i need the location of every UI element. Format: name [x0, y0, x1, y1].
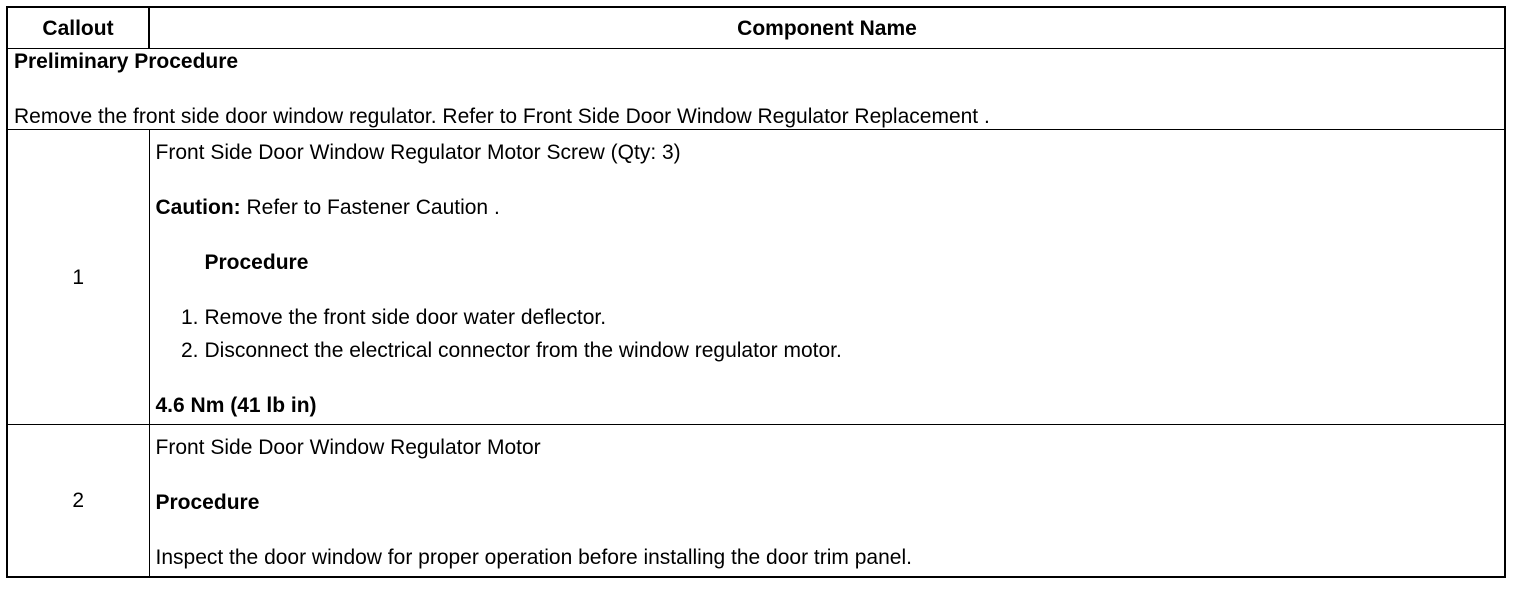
procedure-title: Procedure — [155, 491, 260, 514]
caution-label: Caution: — [155, 196, 241, 219]
procedure-text: Inspect the door window for proper operation before installing the door trim panel. — [155, 546, 912, 569]
caution-text: Refer to Fastener Caution . — [240, 196, 500, 219]
component-cell — [149, 425, 1505, 578]
procedure-title: Procedure — [204, 251, 309, 274]
component-name: Front Side Door Window Regulator Motor Screw (Qty: 3) — [155, 141, 681, 164]
step-text: Remove the front side door water deflector. — [204, 306, 607, 329]
header-component-name: Component Name — [149, 7, 1505, 49]
step-text: Disconnect the electrical connector from the window regulator motor. — [204, 339, 842, 362]
callout-cell: 1 — [7, 130, 149, 425]
step-number: 2. — [180, 339, 199, 362]
header-row — [7, 7, 1505, 49]
table-row — [7, 130, 1505, 425]
procedure-table — [6, 6, 1506, 578]
torque-spec: 4.6 Nm (41 lb in) — [155, 394, 317, 417]
callout-cell: 2 — [7, 425, 149, 578]
step-number: 1. — [180, 306, 199, 329]
preliminary-text: Remove the front side door window regulator. Refer to Front Side Door Window Regulator Replacement . — [14, 105, 990, 128]
caution-line — [156, 195, 1499, 220]
table-row — [7, 425, 1505, 578]
list-item — [156, 338, 1499, 363]
header-callout: Callout — [7, 7, 149, 49]
component-name: Front Side Door Window Regulator Motor — [155, 436, 541, 459]
preliminary-title: Preliminary Procedure — [14, 50, 239, 73]
component-cell — [149, 130, 1505, 425]
list-item — [156, 305, 1499, 330]
preliminary-row — [7, 49, 1505, 130]
preliminary-cell — [7, 49, 1505, 130]
procedure-steps — [156, 305, 1499, 363]
